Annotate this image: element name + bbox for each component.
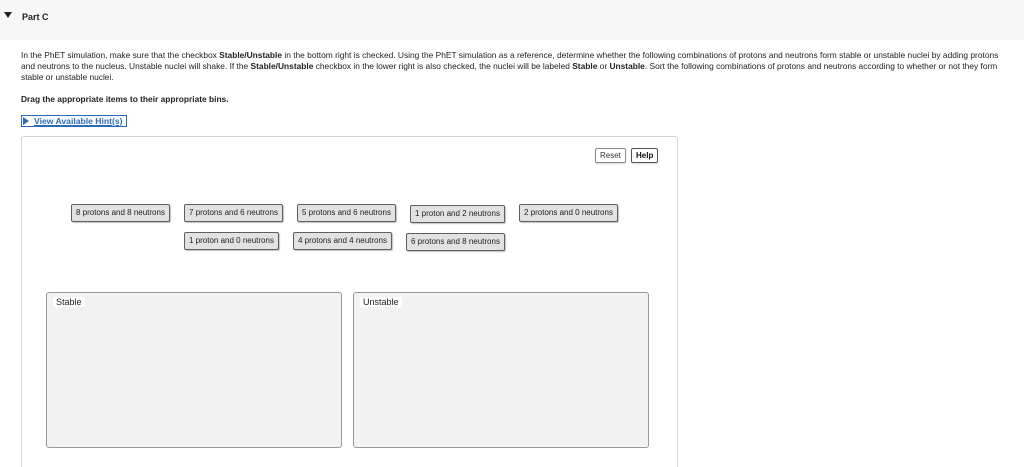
draggable-item[interactable]: 2 protons and 0 neutrons	[519, 204, 618, 222]
drag-instruction: Drag the appropriate items to their appropriate bins.	[21, 94, 229, 104]
triangle-right-icon	[23, 117, 29, 125]
draggable-item[interactable]: 1 proton and 0 neutrons	[184, 232, 279, 250]
part-title: Part C	[22, 12, 49, 22]
draggable-item[interactable]: 4 protons and 4 neutrons	[293, 232, 392, 250]
unstable-bin-label: Unstable	[360, 297, 402, 307]
draggable-item[interactable]: 8 protons and 8 neutrons	[71, 204, 170, 222]
stable-bin-label: Stable	[53, 297, 85, 307]
view-hints-label: View Available Hint(s)	[34, 116, 123, 126]
instructions-text: In the PhET simulation, make sure that the checkbox Stable/Unstable in the bottom right is checked. Using the PhET simulation as a reference, determine whether the following combinations of protons and neutrons form stable or unstable nuclei by adding protons and neutrons to the nucleus. Unstable nuclei will shake. If the Stable/Unstable checkbox in the lower right is also checked, the nuclei will be labeled Stable or Unstable. Sort the following combinations of protons and neutrons according to whether or not they form stable or unstable nuclei.	[21, 50, 999, 83]
help-button[interactable]: Help	[631, 148, 658, 163]
draggable-item[interactable]: 5 protons and 6 neutrons	[297, 204, 396, 222]
stable-bin[interactable]	[46, 292, 342, 448]
draggable-item[interactable]: 7 protons and 6 neutrons	[184, 204, 283, 222]
draggable-item[interactable]: 6 protons and 8 neutrons	[406, 233, 505, 251]
caret-down-icon[interactable]	[4, 12, 12, 18]
part-header[interactable]	[0, 0, 1024, 40]
unstable-bin[interactable]	[353, 292, 649, 448]
reset-button[interactable]: Reset	[595, 148, 626, 163]
draggable-item[interactable]: 1 proton and 2 neutrons	[410, 205, 505, 223]
view-hints-link[interactable]	[21, 115, 127, 127]
